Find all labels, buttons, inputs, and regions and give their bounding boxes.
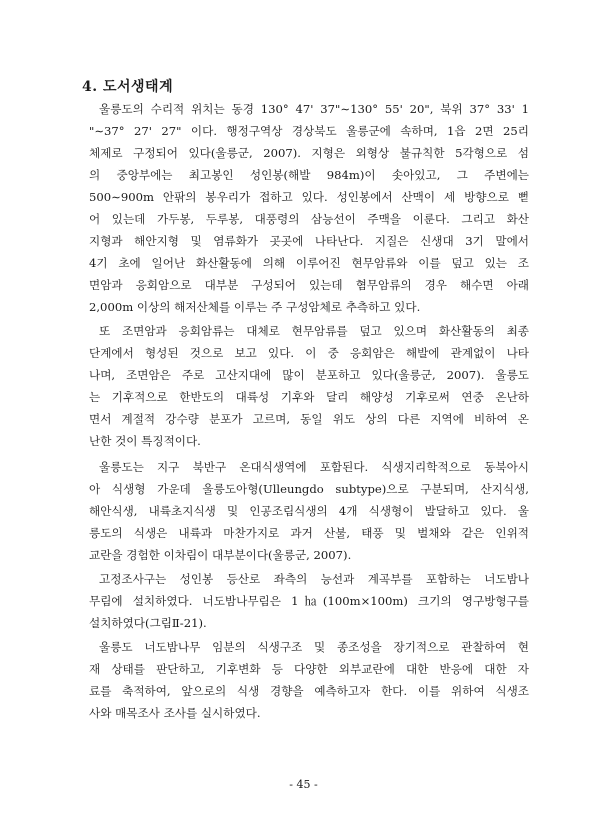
text-line: 울릉도의 수리적 위치는 동경 130° 47' 37"∼130° 55' 20", 북위 37° 33' 1	[99, 102, 529, 116]
text-line: 2,000m 이상의 해저산체를 이루는 주 구성암체로 추측하고 있다.	[89, 300, 421, 314]
paragraph-vegetation	[89, 456, 529, 566]
text-line: 사와 매목조사 조사를 실시하였다.	[89, 706, 261, 720]
text-line: 단계에서 형성된 것으로 보고 있다. 이 중 응회암은 해발에 관계없이 나타	[89, 346, 529, 360]
text-line: 4기 초에 일어난 화산활동에 의해 이루어진 현무암류와 이를 덮고 있는 조	[89, 256, 529, 270]
text-line: 교란을 경험한 이차림이 대부분이다(울릉군, 2007).	[89, 548, 352, 562]
page-number: - 45 -	[289, 778, 318, 791]
text-line: 울릉도는 지구 북반구 온대식생역에 포함된다. 식생지리학적으로 동북아시	[99, 460, 529, 474]
paragraph-geology-climate	[89, 320, 529, 452]
text-line: 설치하였다(그림Ⅱ-21).	[89, 616, 207, 630]
text-line: 면서 계절적 강수량 분포가 고르며, 동일 위도 상의 다른 지역에 비하여 온	[89, 412, 529, 426]
text-line: 아 식생형 가운데 울릉도아형(Ulleungdo subtype)으로 구분되며, 산지식생,	[89, 482, 529, 496]
text-line: 면암과 응회암으로 대부분 구성되어 있는데 혐무암류의 경우 해수면 아래	[89, 278, 529, 292]
paragraph-survey-plot	[89, 568, 529, 634]
section-title: 4. 도서생태계	[82, 79, 174, 95]
text-line: 무림에 설치하였다. 너도밤나무림은 1㏊(100m×100m) 크기의 영구방형구를	[89, 594, 529, 608]
text-line: 료를 축적하여, 앞으로의 식생 경향을 예측하고자 한다. 이를 위하여 식생조	[89, 684, 529, 698]
paragraph-objective	[89, 636, 529, 724]
text-line: 울릉도 너도밤나무 임분의 식생구조 및 종조성을 장기적으로 관찰하여 현	[99, 640, 529, 654]
text-line: 지형과 해안지형 및 염류화가 곳곳에 나타난다. 지질은 신생대 3기 말에서	[89, 234, 529, 248]
text-line: 난한 것이 특징적이다.	[89, 434, 201, 448]
text-line: 또 조면암과 응회암류는 대체로 현무암류를 덮고 있으며 화산활동의 최종	[99, 324, 529, 338]
text-line: 나며, 조면암은 주로 고산지대에 많이 분포하고 있다(울릉군, 2007). 울릉도	[89, 368, 529, 382]
text-line: 어 있는데 가두봉, 두루봉, 대풍령의 삼능선이 주맥을 이룬다. 그리고 화산	[89, 212, 529, 226]
text-line: 는 기후적으로 한반도의 대륙성 기후와 달리 해양성 기후로써 연중 온난하	[89, 390, 529, 404]
text-line: "∼37° 27' 27" 이다. 행정구역상 경상북도 울릉군에 속하며, 1읍 2면 25리	[89, 124, 529, 138]
text-line: 의 중앙부에는 최고봉인 성인봉(해발 984m)이 솟아있고, 그 주변에는	[89, 168, 529, 182]
text-line: 체제로 구정되어 있다(울릉군, 2007). 지형은 외형상 불규칙한 5각형으로 섬	[89, 146, 529, 160]
paragraph-location	[89, 98, 529, 318]
text-line: 500∼900m 안팎의 봉우리가 접하고 있다. 성인봉에서 산맥이 세 방향으로 뻗	[89, 190, 529, 204]
text-line: 고정조사구는 성인봉 등산로 좌측의 능선과 계곡부를 포함하는 너도밤나	[99, 572, 529, 586]
text-line: 릉도의 식생은 내륙과 마찬가지로 과거 산불, 태풍 및 벌채와 같은 인위적	[89, 526, 529, 540]
text-line: 해안식생, 내륙초지식생 및 인공조림식생의 4개 식생형이 발달하고 있다. 울	[89, 504, 529, 518]
text-line: 재 상태를 판단하고, 기후변화 등 다양한 외부교란에 대한 반응에 대한 자	[89, 662, 529, 676]
